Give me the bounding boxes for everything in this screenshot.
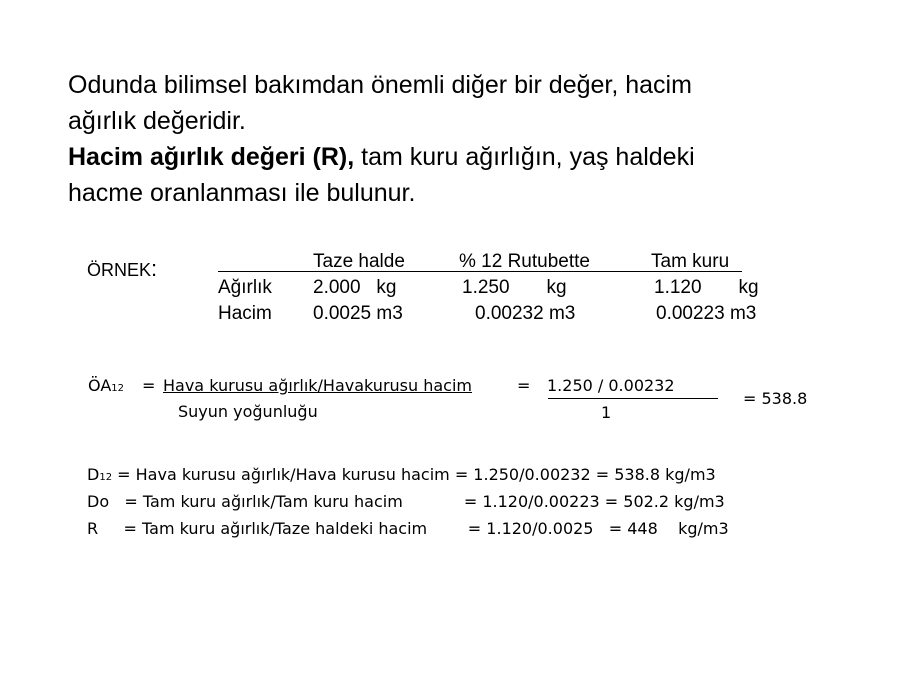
intro-line-4: hacme oranlanması ile bulunur. <box>68 179 416 207</box>
row-volume-label: Hacim <box>218 303 272 324</box>
formula-do-symbol: Do <box>87 492 110 511</box>
formula-d12-subscript: 12 <box>99 472 113 483</box>
oa-subscript: 12 <box>111 383 124 394</box>
oa-result: = 538.8 <box>743 389 808 408</box>
intro-line-1: Odunda bilimsel bakımdan önemli diğer bir değer, hacim <box>68 71 692 99</box>
formula-r-symbol: R <box>87 519 99 538</box>
formula-r-text: = Tam kuru ağırlık/Taze haldeki hacim = 1.120/0.0025 = 448 kg/m3 <box>98 519 729 538</box>
oa-denominator-value: 1 <box>601 403 612 422</box>
intro-line-3 <box>68 139 695 175</box>
header-fresh: Taze halde <box>313 251 405 272</box>
formula-d12-symbol: D <box>87 465 100 484</box>
row-weight-dry: 1.120 kg <box>654 277 759 298</box>
formula-d12-text: = Hava kurusu ağırlık/Hava kurusu hacim = 1.250/0.00232 = 538.8 kg/m3 <box>112 465 716 484</box>
intro-line-2: ağırlık değeridir. <box>68 107 246 135</box>
row-weight-label: Ağırlık <box>218 277 272 298</box>
header-oven-dry: Tam kuru <box>651 251 730 272</box>
oa-symbol-text: ÖA <box>88 376 112 395</box>
oa-numerator-value: 1.250 / 0.00232 <box>547 376 675 395</box>
oa-equals-2: = <box>517 376 531 395</box>
oa-numerator: Hava kurusu ağırlık/Havakurusu hacim <box>163 376 472 395</box>
oa-symbol <box>88 375 124 400</box>
row-volume-12: 0.00232 m3 <box>475 303 576 324</box>
row-weight-12: 1.250 kg <box>462 277 567 298</box>
example-label-text: ÖRNEK <box>87 260 152 280</box>
formula-do <box>87 491 725 513</box>
definition-term: Hacim ağırlık değeri (R), <box>68 143 355 171</box>
row-volume-dry: 0.00223 m3 <box>656 303 757 324</box>
formula-d12 <box>87 464 716 489</box>
formula-do-text: = Tam kuru ağırlık/Tam kuru hacim = 1.120/0.00223 = 502.2 kg/m3 <box>109 492 725 511</box>
row-volume-fresh: 0.0025 m3 <box>313 303 403 324</box>
oa-fraction-bar <box>548 398 718 399</box>
example-colon: : <box>151 256 158 281</box>
oa-denominator: Suyun yoğunluğu <box>178 402 318 421</box>
oa-equals: = <box>142 376 156 395</box>
header-12-moisture: % 12 Rutubette <box>459 251 590 272</box>
definition-text: tam kuru ağırlığın, yaş haldeki <box>354 143 695 171</box>
example-label <box>87 256 157 282</box>
row-weight-fresh: 2.000 kg <box>313 277 397 298</box>
formula-r <box>87 518 729 540</box>
